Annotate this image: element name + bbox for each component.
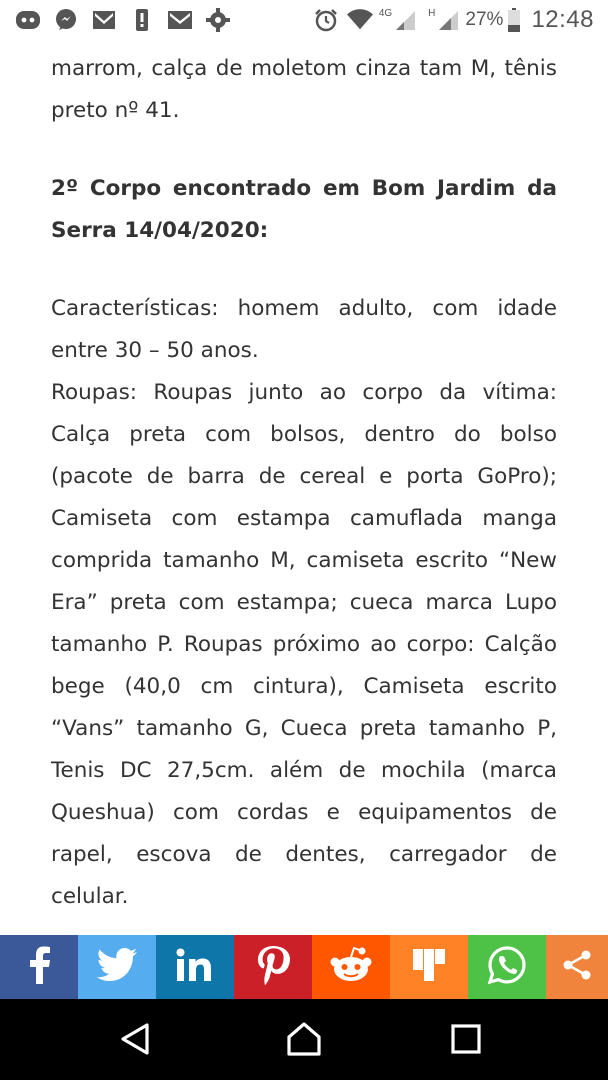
share-facebook-button[interactable] xyxy=(0,935,78,999)
image-mail-icon xyxy=(166,6,194,34)
battery-icon xyxy=(507,6,521,34)
clock: 12:48 xyxy=(531,6,594,33)
share-bar xyxy=(0,935,608,999)
status-bar xyxy=(0,0,608,40)
notification-icons xyxy=(14,6,232,34)
share-reddit-button[interactable] xyxy=(312,935,390,999)
battery-percent: 27% xyxy=(465,9,504,30)
wifi-icon xyxy=(347,6,373,34)
navigation-bar xyxy=(0,999,608,1080)
paragraph-continued: marrom, calça de moletom cinza tam M, tênis preto nº 41. xyxy=(51,56,557,123)
share-more-button[interactable] xyxy=(546,935,608,999)
signal-icon xyxy=(392,6,418,34)
home-icon xyxy=(286,1022,322,1061)
section-heading: 2º Corpo encontrado em Bom Jardim da Serra 14/04/2020: xyxy=(51,176,557,243)
reddit-icon xyxy=(329,947,373,988)
paragraph-characteristics: Características: homem adulto, com idade entre 30 – 50 anos. xyxy=(51,296,557,363)
settings-gear-icon xyxy=(204,6,232,34)
signal-icon xyxy=(435,6,461,34)
system-icons xyxy=(313,0,594,40)
back-button[interactable] xyxy=(115,1021,155,1061)
share-mix-button[interactable] xyxy=(390,935,468,999)
mix-icon xyxy=(412,948,446,987)
recents-icon xyxy=(451,1024,481,1059)
article-body xyxy=(51,48,557,918)
share-pinterest-button[interactable] xyxy=(234,935,312,999)
home-button[interactable] xyxy=(284,1021,324,1061)
messenger-icon xyxy=(52,6,80,34)
share-linkedin-button[interactable] xyxy=(156,935,234,999)
back-icon xyxy=(119,1022,151,1061)
alarm-icon xyxy=(313,6,339,34)
alert-icon xyxy=(128,6,156,34)
twitter-icon xyxy=(97,948,137,987)
discord-icon xyxy=(14,6,42,34)
facebook-icon xyxy=(27,946,51,989)
network-type-label-2: H xyxy=(428,7,436,19)
linkedin-icon xyxy=(176,948,214,987)
share-whatsapp-button[interactable] xyxy=(468,935,546,999)
recents-button[interactable] xyxy=(446,1021,486,1061)
share-icon xyxy=(562,950,592,985)
pinterest-icon xyxy=(256,945,290,990)
share-twitter-button[interactable] xyxy=(78,935,156,999)
gmail-icon xyxy=(90,6,118,34)
network-type-label: 4G xyxy=(378,7,393,19)
whatsapp-icon xyxy=(487,945,527,990)
paragraph-clothes: Roupas: Roupas junto ao corpo da vítima: Calça preta com bolsos, dentro do bolso (pacote de barra de cereal e porta GoPro); Camiseta com estampa camuflada manga comprida tamanho M, camiseta escrito “New Era” preta com estampa; cueca marca Lupo tamanho P. Roupas próximo ao corpo: Calção bege (40,0 cm cintura), Camiseta escrito “Vans” tamanho G, Cueca preta tamanho P, Tenis DC 27,5cm. além de mochila (marca Queshua) com cordas e equipamentos de rapel, escova de dentes, carregador de celular. xyxy=(51,380,557,909)
